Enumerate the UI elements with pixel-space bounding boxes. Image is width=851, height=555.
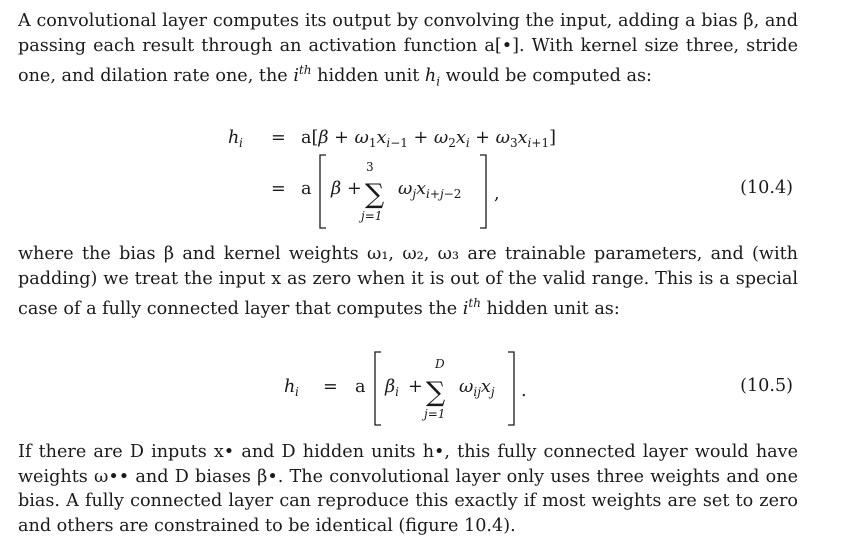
text-run: case of a fully connected layer that computes the (18, 298, 463, 319)
eq2-left-bracket (375, 352, 381, 425)
math-i: i (462, 298, 469, 319)
paragraph-line: weights ω•• and D biases β•. The convolutional layer only uses three weights and one (18, 466, 798, 487)
paragraph-line: bias. A fully connected layer can reproduce this exactly if most weights are set to zero (18, 491, 798, 511)
eq1-sum-upper: 3 (366, 160, 374, 174)
math-subscript: i (436, 74, 441, 89)
eq2-lhs-h: h (284, 377, 296, 397)
eq2-plus: + (408, 377, 423, 397)
eq1-summand: $\omega_jx_i+j-2$ (398, 179, 462, 201)
equation-number-10-4: (10.4) (740, 178, 793, 198)
math-superscript: th (468, 296, 481, 310)
text-run: hidden unit (311, 65, 425, 86)
eq2-sum-upper: D (435, 357, 445, 371)
math-h: h (424, 65, 437, 86)
text-run: hidden unit as: (480, 298, 620, 319)
eq2-period: . (521, 381, 527, 401)
paragraph-line: padding) we treat the input x as zero when it is out of the valid range. This is a special (18, 268, 798, 289)
eq1-beta: β (331, 179, 342, 199)
paragraph-line: and others are constrained to be identical (figure 10.4). (18, 515, 516, 536)
eq1-equals-2: = (271, 179, 286, 199)
eq1-line1: $a[\beta + \omega_1x_i-1 + \omega_2x_i + \omega_3x_i+1]$ (301, 128, 556, 150)
math-superscript: th (298, 63, 312, 77)
paragraph-fully-connected-comparison (18, 440, 798, 538)
eq1-activation-a: a (301, 179, 312, 199)
eq1-lhs-sub: i (239, 136, 243, 150)
equation-number-10-5: (10.5) (740, 376, 793, 396)
math-i: i (293, 65, 299, 86)
eq1-sum-sigma: ∑ (365, 179, 385, 210)
paragraph-line: A convolutional layer computes its output by convolving the input, adding a bias β, and (18, 11, 798, 31)
eq1-comma: , (494, 184, 500, 204)
paragraph-line: If there are D inputs x• and D hidden units h•, this fully connected layer would have (18, 442, 798, 462)
paragraph-line: where the bias β and kernel weights ω₁, ω₂, ω₃ are trainable parameters, and (with (18, 244, 798, 264)
eq1-plus: + (347, 179, 362, 199)
eq2-sum-sigma: ∑ (426, 377, 446, 408)
text-run: would be computed as: (440, 65, 652, 86)
eq2-beta: $\beta_i$ (385, 377, 400, 399)
eq2-summand: $\omega_{ij}x_j$ (459, 377, 495, 399)
eq2-sum-lower: j=1 (424, 407, 446, 421)
paragraph-line: passing each result through an activation function a[•]. With kernel size three, stride (18, 35, 798, 56)
eq1-equals-1: = (271, 128, 286, 148)
eq1-lhs-h: h (228, 128, 240, 148)
eq2-right-bracket (508, 352, 514, 425)
text-run: one, and dilation rate one, the (18, 65, 294, 86)
eq1-sum-lower: j=1 (361, 209, 383, 223)
eq2-lhs-sub: i (295, 385, 299, 399)
eq2-equals: = (323, 377, 338, 397)
eq2-activation-a: a (355, 377, 366, 397)
